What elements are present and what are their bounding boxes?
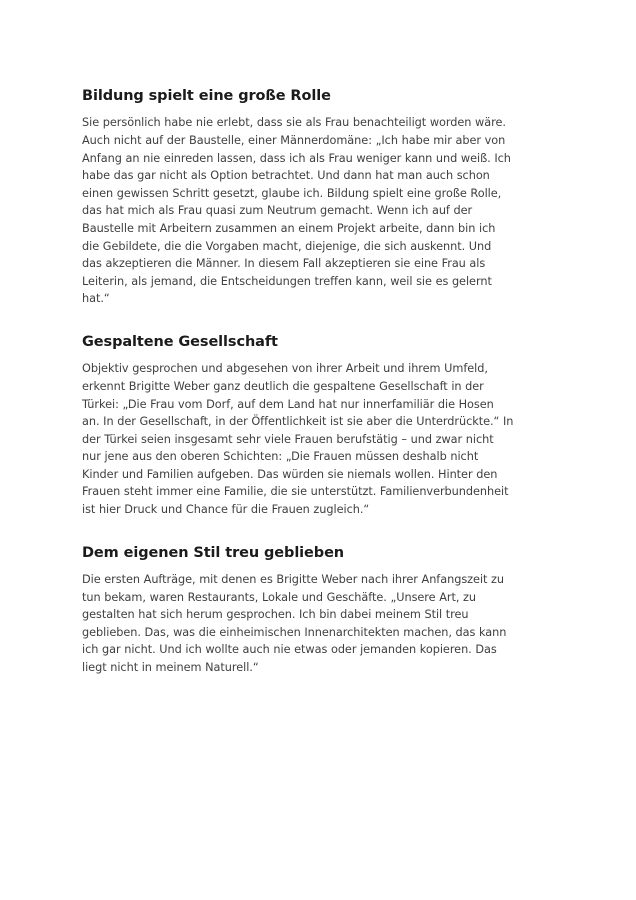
article-section bbox=[82, 545, 514, 677]
section-heading: Bildung spielt eine große Rolle bbox=[82, 88, 331, 104]
section-body: Sie persönlich habe nie erlebt, dass sie als Frau benachteiligt worden wäre. Auch nicht auf der Baustelle, einer Männerdomäne: „Ich habe mir aber von Anfang an nie einreden lassen, dass ich als Frau weniger kann und weiß. Ich habe das gar nicht als Option betrachtet. Und dann hat man auch schon einen gewissen Schritt gesetzt, glaube ich. Bildung spielt eine große Rolle, das hat mich als Frau quasi zum Neutrum gemacht. Wenn ich auf der Baustelle mit Arbeitern zusammen an einem Projekt arbeite, dann bin ich die Gebildete, die die Vorgaben macht, diejenige, die sich auskennt. Und das akzeptieren die Männer. In diesem Fall akzeptieren sie eine Frau als Leiterin, als jemand, die Entscheidungen treffen kann, weil sie es gelernt hat.“ bbox=[82, 116, 511, 306]
article-section bbox=[82, 334, 514, 519]
document-content bbox=[82, 88, 514, 677]
section-heading: Dem eigenen Stil treu geblieben bbox=[82, 544, 345, 561]
section-heading: Gespaltene Gesellschaft bbox=[82, 333, 278, 350]
section-body: Die ersten Aufträge, mit denen es Brigitte Weber nach ihrer Anfangszeit zu tun bekam, waren Restaurants, Lokale und Geschäfte. „Unsere Art, zu gestalten hat sich herum gesprochen. Ich bin dabei meinem Stil treu geblieben. Das, was die einheimischen Innenarchitekten machen, das kann ich gar nicht. Und ich wollte auch nie etwas oder jemanden kopieren. Das liegt nicht in meinem Naturell.“ bbox=[82, 573, 507, 675]
article-section bbox=[82, 88, 514, 308]
section-body: Objektiv gesprochen und abgesehen von ihrer Arbeit und ihrem Umfeld, erkennt Brigitte Weber ganz deutlich die gespaltene Gesellschaft in der Türkei: „Die Frau vom Dorf, auf dem Land hat nur innerfamiliär die Hosen an. In der Gesellschaft, in der Öffentlichkeit ist sie aber die Unterdrückte.“ In der Türkei seien insgesamt sehr viele Frauen berufstätig – und zwar nicht nur jene aus den oberen Schichten: „Die Frauen müssen deshalb nicht Kinder und Familien aufgeben. Das würden sie niemals wollen. Hinter den Frauen steht immer eine Familie, die sie unterstützt. Familienverbundenheit ist hier Druck und Chance für die Frauen zugleich.“ bbox=[82, 362, 514, 517]
